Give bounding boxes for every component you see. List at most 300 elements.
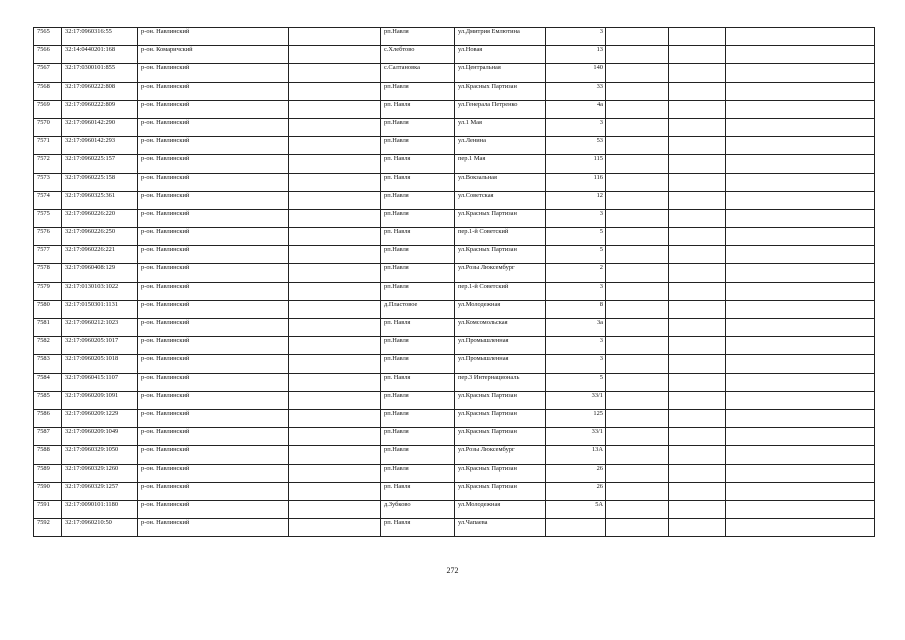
cadastral-number-cell: 32:17:0960408:129 (62, 264, 138, 282)
settlement-cell: рп. Навля (381, 100, 455, 118)
blank-cell (289, 64, 381, 82)
settlement-cell: рп.Навля (381, 391, 455, 409)
table-row (34, 446, 875, 464)
cadastral-number-cell: 32:17:0960210:50 (62, 519, 138, 537)
district-cell: р-он. Навлинский (138, 409, 289, 427)
table-row (34, 482, 875, 500)
house-number-cell: 140 (546, 64, 606, 82)
cadastral-number-cell: 32:17:0960225:157 (62, 155, 138, 173)
registry-table-body (34, 28, 875, 537)
blank-cell (606, 137, 669, 155)
record-number-cell: 7568 (34, 82, 62, 100)
settlement-cell: рп. Навля (381, 319, 455, 337)
house-number-cell: 3 (546, 209, 606, 227)
blank-cell (606, 264, 669, 282)
cadastral-number-cell: 32:17:0960209:1091 (62, 391, 138, 409)
district-cell: р-он. Навлинский (138, 446, 289, 464)
settlement-cell: рп. Навля (381, 482, 455, 500)
settlement-cell: д.Пластовое (381, 300, 455, 318)
house-number-cell: 53 (546, 137, 606, 155)
street-cell: ул.Ленина (455, 137, 546, 155)
blank-cell (289, 464, 381, 482)
table-row (34, 464, 875, 482)
blank-cell (606, 173, 669, 191)
record-number-cell: 7589 (34, 464, 62, 482)
settlement-cell: рп. Навля (381, 519, 455, 537)
table-row (34, 246, 875, 264)
record-number-cell: 7584 (34, 373, 62, 391)
house-number-cell (546, 519, 606, 537)
settlement-cell: рп.Навля (381, 118, 455, 136)
record-number-cell: 7585 (34, 391, 62, 409)
record-number-cell: 7582 (34, 337, 62, 355)
blank-cell (606, 409, 669, 427)
record-number-cell: 7583 (34, 355, 62, 373)
district-cell: р-он. Навлинский (138, 282, 289, 300)
blank-cell (606, 428, 669, 446)
blank-cell (289, 82, 381, 100)
house-number-cell: 3 (546, 118, 606, 136)
cadastral-number-cell: 32:17:0960222:809 (62, 100, 138, 118)
street-cell: ул.Красных Партизан (455, 428, 546, 446)
table-row (34, 82, 875, 100)
street-cell: ул.Промышленная (455, 355, 546, 373)
record-number-cell: 7573 (34, 173, 62, 191)
table-row (34, 500, 875, 518)
cadastral-number-cell: 32:17:0960329:1050 (62, 446, 138, 464)
cadastral-number-cell: 32:17:0960209:1049 (62, 428, 138, 446)
blank-cell (289, 173, 381, 191)
settlement-cell: рп.Навля (381, 137, 455, 155)
district-cell: р-он. Навлинский (138, 428, 289, 446)
blank-cell (289, 519, 381, 537)
blank-cell (289, 282, 381, 300)
cadastral-number-cell: 32:17:0960415:1107 (62, 373, 138, 391)
registry-table (33, 27, 875, 537)
blank-cell (606, 64, 669, 82)
house-number-cell: 5А (546, 500, 606, 518)
blank-cell (289, 155, 381, 173)
cadastral-number-cell: 32:17:0960316:55 (62, 28, 138, 46)
cadastral-number-cell: 32:17:0960225:158 (62, 173, 138, 191)
blank-cell (726, 409, 875, 427)
blank-cell (289, 300, 381, 318)
district-cell: р-он. Навлинский (138, 82, 289, 100)
blank-cell (726, 82, 875, 100)
blank-cell (289, 28, 381, 46)
blank-cell (669, 173, 726, 191)
record-number-cell: 7592 (34, 519, 62, 537)
blank-cell (726, 137, 875, 155)
blank-cell (726, 300, 875, 318)
street-cell: ул.Чапаева (455, 519, 546, 537)
cadastral-number-cell: 32:17:0960226:220 (62, 209, 138, 227)
blank-cell (669, 28, 726, 46)
blank-cell (606, 28, 669, 46)
cadastral-number-cell: 32:17:0960226:221 (62, 246, 138, 264)
street-cell: пер.1-й Советский (455, 282, 546, 300)
record-number-cell: 7565 (34, 28, 62, 46)
settlement-cell: рп. Навля (381, 373, 455, 391)
blank-cell (606, 246, 669, 264)
record-number-cell: 7580 (34, 300, 62, 318)
settlement-cell: рп.Навля (381, 28, 455, 46)
blank-cell (669, 118, 726, 136)
house-number-cell: 33 (546, 82, 606, 100)
house-number-cell: 2 (546, 264, 606, 282)
settlement-cell: рп. Навля (381, 228, 455, 246)
blank-cell (606, 500, 669, 518)
blank-cell (726, 155, 875, 173)
street-cell: пер.1-й Советский (455, 228, 546, 246)
table-row (34, 155, 875, 173)
district-cell: р-он. Навлинский (138, 264, 289, 282)
house-number-cell: 26 (546, 482, 606, 500)
blank-cell (669, 319, 726, 337)
blank-cell (669, 264, 726, 282)
record-number-cell: 7581 (34, 319, 62, 337)
record-number-cell: 7588 (34, 446, 62, 464)
street-cell: ул.Красных Партизан (455, 82, 546, 100)
blank-cell (289, 209, 381, 227)
blank-cell (726, 519, 875, 537)
settlement-cell: с.Салтановка (381, 64, 455, 82)
blank-cell (669, 355, 726, 373)
district-cell: р-он. Комаричский (138, 46, 289, 64)
table-row (34, 409, 875, 427)
blank-cell (289, 246, 381, 264)
cadastral-number-cell: 32:17:0300101:855 (62, 64, 138, 82)
blank-cell (606, 391, 669, 409)
record-number-cell: 7567 (34, 64, 62, 82)
cadastral-number-cell: 32:17:0960142:290 (62, 118, 138, 136)
district-cell: р-он. Навлинский (138, 319, 289, 337)
table-row (34, 173, 875, 191)
page-number: 272 (446, 566, 459, 575)
table-row (34, 282, 875, 300)
table-row (34, 373, 875, 391)
settlement-cell: с.Хлебтово (381, 46, 455, 64)
street-cell: ул.Красных Партизан (455, 464, 546, 482)
table-row (34, 228, 875, 246)
blank-cell (726, 446, 875, 464)
blank-cell (669, 228, 726, 246)
blank-cell (289, 428, 381, 446)
blank-cell (726, 373, 875, 391)
blank-cell (289, 191, 381, 209)
blank-cell (289, 373, 381, 391)
street-cell: ул.Промышленная (455, 337, 546, 355)
blank-cell (289, 319, 381, 337)
table-row (34, 209, 875, 227)
settlement-cell: рп.Навля (381, 282, 455, 300)
district-cell: р-он. Навлинский (138, 100, 289, 118)
blank-cell (289, 46, 381, 64)
blank-cell (289, 409, 381, 427)
house-number-cell: 3 (546, 355, 606, 373)
blank-cell (669, 209, 726, 227)
record-number-cell: 7571 (34, 137, 62, 155)
street-cell: пер.1 Мая (455, 155, 546, 173)
blank-cell (669, 519, 726, 537)
house-number-cell: 3 (546, 282, 606, 300)
blank-cell (726, 464, 875, 482)
settlement-cell: рп.Навля (381, 428, 455, 446)
table-row (34, 137, 875, 155)
blank-cell (726, 337, 875, 355)
district-cell: р-он. Навлинский (138, 191, 289, 209)
blank-cell (606, 355, 669, 373)
blank-cell (606, 100, 669, 118)
blank-cell (669, 409, 726, 427)
settlement-cell: рп.Навля (381, 337, 455, 355)
blank-cell (726, 46, 875, 64)
street-cell: ул.Дмитрия Емлютина (455, 28, 546, 46)
table-row (34, 191, 875, 209)
table-row (34, 28, 875, 46)
table-row (34, 118, 875, 136)
table-row (34, 46, 875, 64)
cadastral-number-cell: 32:17:0090101:1180 (62, 500, 138, 518)
blank-cell (606, 209, 669, 227)
street-cell: ул.Красных Партизан (455, 246, 546, 264)
blank-cell (606, 373, 669, 391)
settlement-cell: рп.Навля (381, 464, 455, 482)
blank-cell (726, 500, 875, 518)
district-cell: р-он. Навлинский (138, 118, 289, 136)
street-cell: ул.Красных Партизан (455, 409, 546, 427)
cadastral-number-cell: 32:17:0960222:808 (62, 82, 138, 100)
blank-cell (726, 209, 875, 227)
street-cell: пер.3 Интернациональ (455, 373, 546, 391)
settlement-cell: рп.Навля (381, 209, 455, 227)
record-number-cell: 7590 (34, 482, 62, 500)
table-row (34, 319, 875, 337)
street-cell: ул.Генерала Петренко (455, 100, 546, 118)
record-number-cell: 7570 (34, 118, 62, 136)
house-number-cell: 3 (546, 337, 606, 355)
record-number-cell: 7574 (34, 191, 62, 209)
blank-cell (726, 319, 875, 337)
blank-cell (606, 191, 669, 209)
blank-cell (669, 100, 726, 118)
blank-cell (606, 155, 669, 173)
cadastral-number-cell: 32:17:0960209:1229 (62, 409, 138, 427)
blank-cell (726, 246, 875, 264)
blank-cell (669, 500, 726, 518)
house-number-cell: 116 (546, 173, 606, 191)
settlement-cell: рп.Навля (381, 191, 455, 209)
house-number-cell: 13 (546, 46, 606, 64)
blank-cell (289, 337, 381, 355)
district-cell: р-он. Навлинский (138, 28, 289, 46)
house-number-cell: 8 (546, 300, 606, 318)
district-cell: р-он. Навлинский (138, 155, 289, 173)
settlement-cell: рп.Навля (381, 82, 455, 100)
blank-cell (669, 391, 726, 409)
house-number-cell: 3а (546, 319, 606, 337)
street-cell: ул.Молодежная (455, 300, 546, 318)
record-number-cell: 7587 (34, 428, 62, 446)
table-row (34, 428, 875, 446)
blank-cell (606, 300, 669, 318)
cadastral-number-cell: 32:17:0960226:250 (62, 228, 138, 246)
record-number-cell: 7578 (34, 264, 62, 282)
blank-cell (726, 191, 875, 209)
blank-cell (726, 118, 875, 136)
district-cell: р-он. Навлинский (138, 246, 289, 264)
cadastral-number-cell: 32:17:0960329:1257 (62, 482, 138, 500)
blank-cell (606, 118, 669, 136)
blank-cell (606, 282, 669, 300)
settlement-cell: рп.Навля (381, 246, 455, 264)
cadastral-number-cell: 32:17:0130103:1022 (62, 282, 138, 300)
blank-cell (669, 373, 726, 391)
house-number-cell: 5 (546, 228, 606, 246)
cadastral-number-cell: 32:14:0440201:168 (62, 46, 138, 64)
blank-cell (606, 337, 669, 355)
record-number-cell: 7569 (34, 100, 62, 118)
blank-cell (289, 355, 381, 373)
settlement-cell: рп.Навля (381, 355, 455, 373)
street-cell: ул.1 Мая (455, 118, 546, 136)
street-cell: ул.Вокзальная (455, 173, 546, 191)
blank-cell (606, 228, 669, 246)
blank-cell (669, 137, 726, 155)
blank-cell (289, 264, 381, 282)
blank-cell (669, 428, 726, 446)
house-number-cell: 33/1 (546, 391, 606, 409)
cadastral-number-cell: 32:17:0150301:1131 (62, 300, 138, 318)
record-number-cell: 7586 (34, 409, 62, 427)
district-cell: р-он. Навлинский (138, 64, 289, 82)
district-cell: р-он. Навлинский (138, 337, 289, 355)
settlement-cell: рп.Навля (381, 446, 455, 464)
district-cell: р-он. Навлинский (138, 391, 289, 409)
district-cell: р-он. Навлинский (138, 228, 289, 246)
blank-cell (606, 82, 669, 100)
district-cell: р-он. Навлинский (138, 355, 289, 373)
table-row (34, 391, 875, 409)
blank-cell (726, 100, 875, 118)
cadastral-number-cell: 32:17:0960212:1023 (62, 319, 138, 337)
street-cell: ул.Красных Партизан (455, 391, 546, 409)
record-number-cell: 7572 (34, 155, 62, 173)
blank-cell (289, 137, 381, 155)
cadastral-number-cell: 32:17:0960205:1018 (62, 355, 138, 373)
house-number-cell: 3 (546, 28, 606, 46)
record-number-cell: 7566 (34, 46, 62, 64)
table-row (34, 100, 875, 118)
record-number-cell: 7591 (34, 500, 62, 518)
district-cell: р-он. Навлинский (138, 300, 289, 318)
street-cell: ул.Розы Люксембург (455, 446, 546, 464)
table-row (34, 64, 875, 82)
settlement-cell: д.Зубково (381, 500, 455, 518)
blank-cell (669, 337, 726, 355)
house-number-cell: 4а (546, 100, 606, 118)
blank-cell (726, 282, 875, 300)
house-number-cell: 26 (546, 464, 606, 482)
blank-cell (726, 391, 875, 409)
blank-cell (606, 482, 669, 500)
blank-cell (726, 264, 875, 282)
record-number-cell: 7576 (34, 228, 62, 246)
settlement-cell: рп.Навля (381, 409, 455, 427)
street-cell: ул.Центральная (455, 64, 546, 82)
street-cell: ул.Красных Партизан (455, 482, 546, 500)
blank-cell (606, 46, 669, 64)
blank-cell (606, 464, 669, 482)
blank-cell (289, 391, 381, 409)
blank-cell (726, 173, 875, 191)
district-cell: р-он. Навлинский (138, 209, 289, 227)
street-cell: ул.Новая (455, 46, 546, 64)
settlement-cell: рп. Навля (381, 173, 455, 191)
blank-cell (726, 228, 875, 246)
blank-cell (289, 118, 381, 136)
house-number-cell: 125 (546, 409, 606, 427)
district-cell: р-он. Навлинский (138, 464, 289, 482)
street-cell: ул.Розы Люксембург (455, 264, 546, 282)
blank-cell (669, 246, 726, 264)
blank-cell (726, 64, 875, 82)
blank-cell (669, 64, 726, 82)
blank-cell (726, 428, 875, 446)
district-cell: р-он. Навлинский (138, 500, 289, 518)
record-number-cell: 7579 (34, 282, 62, 300)
blank-cell (606, 446, 669, 464)
street-cell: ул.Красных Партизан (455, 209, 546, 227)
district-cell: р-он. Навлинский (138, 482, 289, 500)
blank-cell (669, 300, 726, 318)
blank-cell (669, 446, 726, 464)
settlement-cell: рп.Навля (381, 264, 455, 282)
house-number-cell: 12 (546, 191, 606, 209)
street-cell: ул.Советская (455, 191, 546, 209)
blank-cell (289, 100, 381, 118)
cadastral-number-cell: 32:17:0960325:361 (62, 191, 138, 209)
district-cell: р-он. Навлинский (138, 519, 289, 537)
street-cell: ул.Молодежная (455, 500, 546, 518)
blank-cell (289, 446, 381, 464)
cadastral-number-cell: 32:17:0960329:1260 (62, 464, 138, 482)
table-row (34, 300, 875, 318)
blank-cell (606, 519, 669, 537)
blank-cell (669, 155, 726, 173)
blank-cell (669, 191, 726, 209)
blank-cell (726, 28, 875, 46)
house-number-cell: 115 (546, 155, 606, 173)
blank-cell (289, 500, 381, 518)
blank-cell (669, 46, 726, 64)
record-number-cell: 7577 (34, 246, 62, 264)
blank-cell (726, 482, 875, 500)
table-row (34, 264, 875, 282)
blank-cell (669, 482, 726, 500)
table-row (34, 337, 875, 355)
blank-cell (289, 482, 381, 500)
street-cell: ул.Комсомольская (455, 319, 546, 337)
blank-cell (669, 82, 726, 100)
house-number-cell: 5 (546, 373, 606, 391)
district-cell: р-он. Навлинский (138, 373, 289, 391)
district-cell: р-он. Навлинский (138, 173, 289, 191)
district-cell: р-он. Навлинский (138, 137, 289, 155)
table-row (34, 519, 875, 537)
house-number-cell: 5 (546, 246, 606, 264)
house-number-cell: 33/1 (546, 428, 606, 446)
